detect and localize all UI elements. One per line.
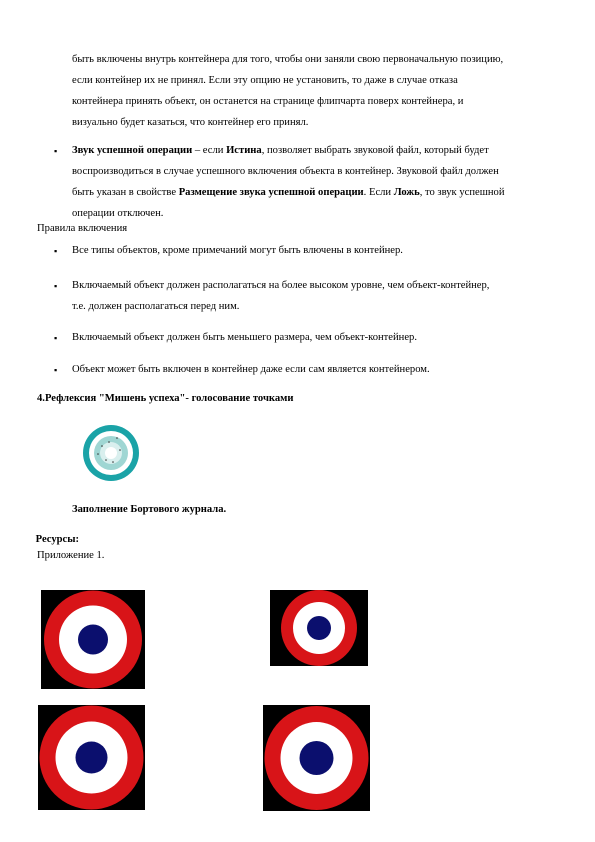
intro-paragraph xyxy=(72,49,572,133)
reflection-heading: 4.Рефлексия "Мишень успеха"- голосование точками xyxy=(37,393,294,404)
journal-text: Заполнение Бортового журнала. xyxy=(72,504,227,515)
roundel-target-image xyxy=(263,705,370,811)
roundel-target-image xyxy=(38,705,145,810)
false-word: Ложь xyxy=(393,187,420,198)
sound-option-line-2: воспроизводиться в случае успешного включения объекта в контейнер. Звуковой файл должен xyxy=(72,166,499,177)
bullet-marker: ▪ xyxy=(54,281,58,291)
sound-option-line-3: быть указан в свойстве Размещение звука успешной операции. Если Ложь, то звук успешной xyxy=(72,187,505,198)
roundel-target-image xyxy=(41,590,145,689)
bullet-marker: ▪ xyxy=(54,333,58,343)
resources-label: Ресурсы: xyxy=(33,534,80,545)
sound-option-paragraph xyxy=(72,140,572,224)
rules-heading: Правила включения xyxy=(37,223,128,234)
true-word: Истина xyxy=(226,145,262,156)
rule-item: Включаемый объект должен быть меньшего размера, чем объект-контейнер. xyxy=(72,332,417,343)
rule-item: Включаемый объект должен располагаться на более высоком уровне, чем объект-контейнер, т.е. должен располагаться перед ним. xyxy=(72,280,490,312)
roundel-target-image xyxy=(270,590,368,666)
sound-option-line-1: Звук успешной операции – если Истина, позволяет выбрать звуковой файл, который будет xyxy=(72,145,489,156)
bullet-marker: ▪ xyxy=(54,146,58,156)
rule-item: Все типы объектов, кроме примечаний могут быть влючены в контейнер. xyxy=(72,245,403,256)
intro-line: если контейнер их не принял. Если эту опцию не установить, то даже в случае отказа xyxy=(72,75,458,86)
intro-line: быть включены внутрь контейнера для того, чтобы они заняли свою первоначальную позицию, xyxy=(72,54,504,65)
bullet-marker: ▪ xyxy=(54,246,58,256)
sound-option-term: Звук успешной операции xyxy=(72,145,193,156)
rule-item: Объект может быть включен в контейнер даже если сам является контейнером. xyxy=(72,364,430,375)
success-target-image xyxy=(82,424,140,482)
intro-line: визуально будет казаться, что контейнер его принял. xyxy=(72,117,309,128)
appendix-label: Приложение 1. xyxy=(37,550,105,561)
intro-line: контейнера принять объект, он останется на странице флипчарта поверх контейнера, и xyxy=(72,96,464,107)
sound-option-line-4: операции отключен. xyxy=(72,208,164,219)
bullet-marker: ▪ xyxy=(54,365,58,375)
property-name: Размещение звука успешной операции xyxy=(178,187,364,198)
